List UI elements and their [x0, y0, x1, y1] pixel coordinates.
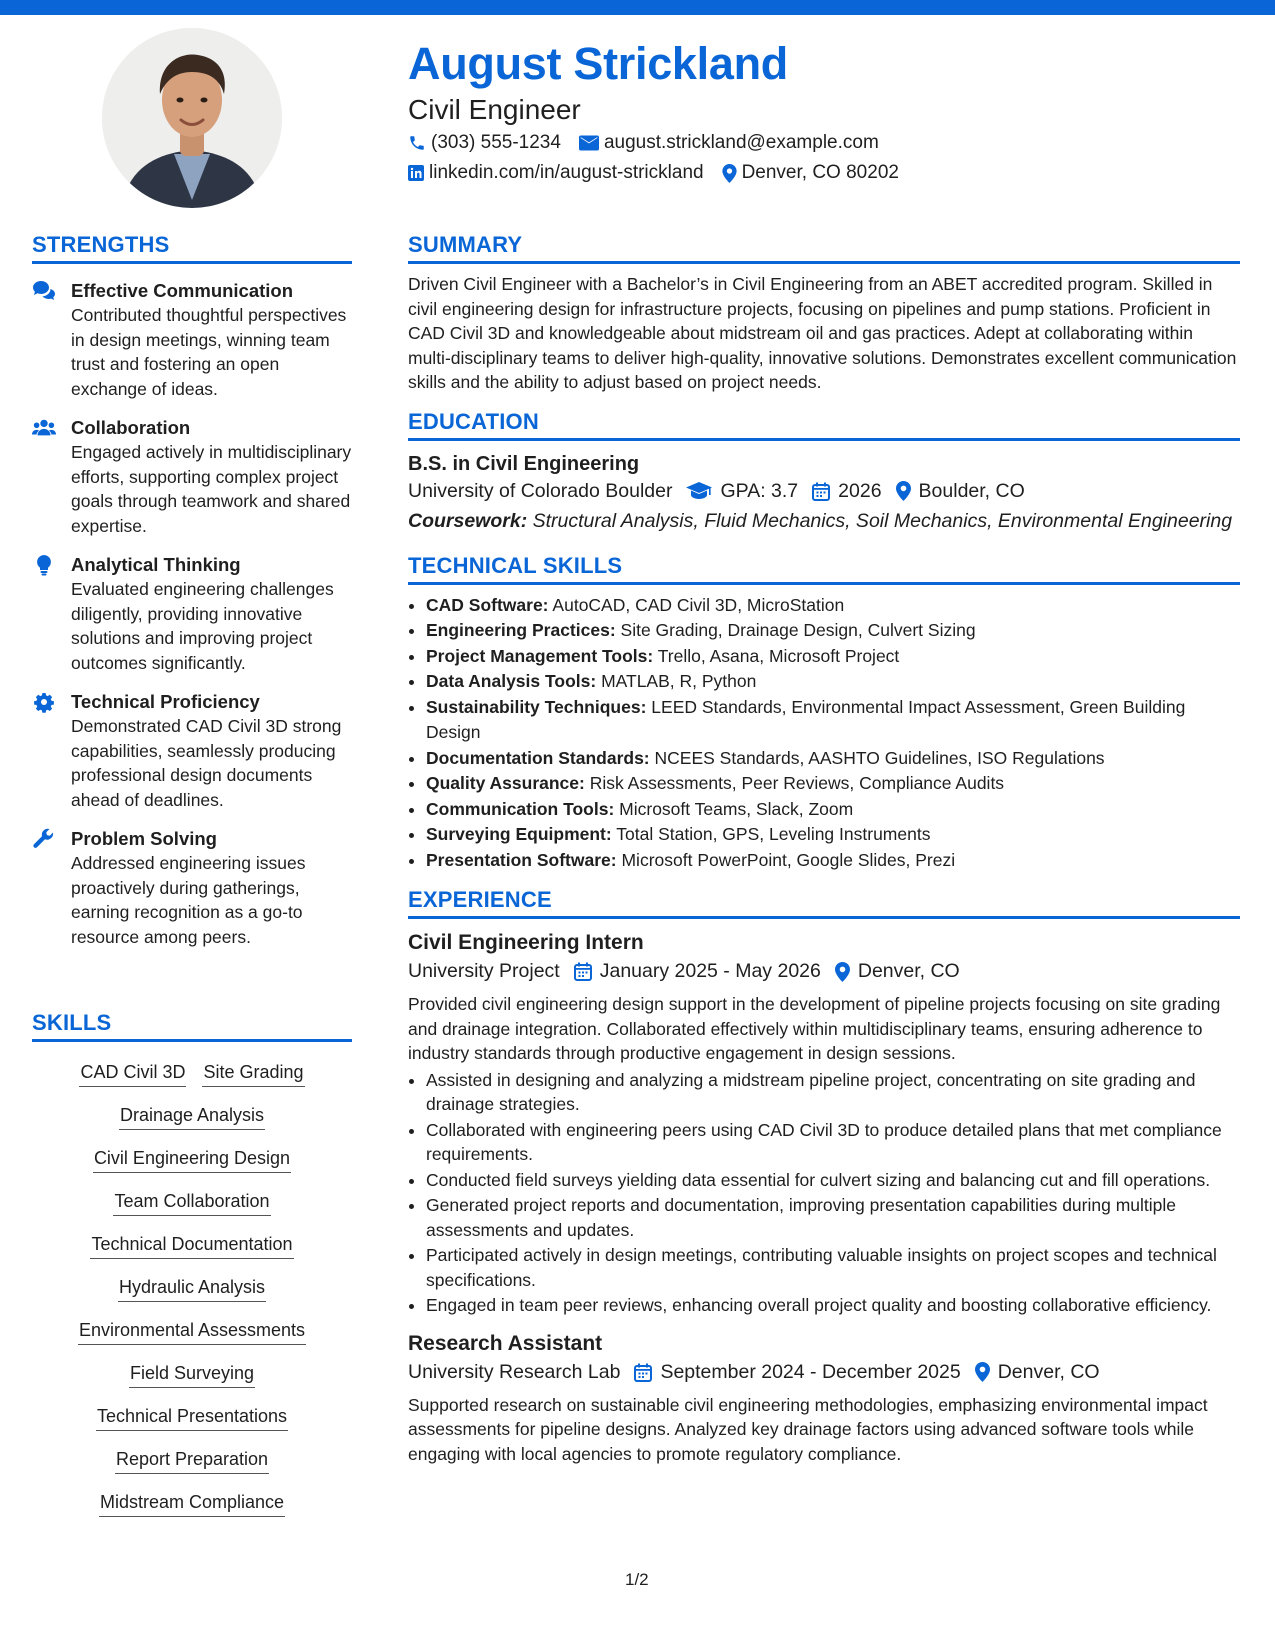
- page-number: 1/2: [625, 1570, 649, 1589]
- summary-section: [408, 232, 1240, 395]
- job-bullet: • Collaborated with engineering peers using CAD Civil 3D to produce detailed plans that met compliance requirements.: [426, 1118, 1240, 1167]
- strength-item: [32, 826, 352, 949]
- job-dates-group: [634, 1358, 960, 1387]
- education-section: [408, 409, 1240, 533]
- technical-skill-item: [426, 593, 1240, 619]
- experience-section: [408, 887, 1240, 1466]
- job-entry: [408, 1330, 1240, 1467]
- skill-value: Microsoft PowerPoint, Google Slides, Prezi: [621, 849, 956, 870]
- education-year-group: [812, 477, 881, 506]
- map-pin-icon: [835, 962, 850, 982]
- skill-value: Trello, Asana, Microsoft Project: [657, 645, 900, 666]
- job-meta: [408, 1358, 1240, 1387]
- strength-item: [32, 415, 352, 538]
- strength-desc: Contributed thoughtful perspectives in design meetings, winning team trust and fostering an open exchange of ideas.: [71, 305, 347, 399]
- education-location: Boulder, CO: [918, 479, 1025, 502]
- skill-label: Presentation Software:: [426, 849, 617, 870]
- phone-contact: [408, 132, 561, 154]
- skills-section: [32, 1010, 352, 1529]
- coursework-text: Structural Analysis, Fluid Mechanics, Soil Mechanics, Environmental Engineering: [532, 509, 1233, 532]
- graduation-cap-icon: [686, 482, 712, 500]
- job-bullet: • Engaged in team peer reviews, enhancing overall project quality and boosting collaborative efficiency.: [426, 1293, 1240, 1318]
- linkedin-icon: [408, 165, 424, 181]
- education-location-group: [896, 477, 1025, 506]
- skills-tag-list: [32, 1056, 352, 1529]
- job-location: Denver, CO: [857, 960, 960, 982]
- strength-item: [32, 552, 352, 675]
- job-bullet: • Assisted in designing and analyzing a midstream pipeline project, concentrating on site grading and drainage strategies.: [426, 1068, 1240, 1117]
- location-text: Denver, CO 80202: [741, 162, 899, 183]
- phone-icon: [408, 134, 426, 152]
- job-summary: Supported research on sustainable civil engineering methodologies, emphasizing environmental impact assessments for pipeline designs. Analyzed key drainage factors using advanced software tools while engaging with local agencies to promote regulatory compliance.: [408, 1394, 1208, 1464]
- experience-heading: EXPERIENCE: [408, 887, 1240, 919]
- skill-value: AutoCAD, CAD Civil 3D, MicroStation: [552, 594, 845, 615]
- job-org: University Research Lab: [408, 1360, 621, 1383]
- summary-heading: SUMMARY: [408, 232, 1240, 264]
- map-pin-icon: [896, 481, 911, 501]
- skill-value: Microsoft Teams, Slack, Zoom: [619, 798, 854, 819]
- location-contact: [722, 162, 899, 184]
- calendar-icon: [634, 1363, 652, 1382]
- gear-icon: [32, 691, 56, 713]
- top-accent-bar: [0, 0, 1275, 15]
- envelope-icon: [579, 135, 599, 151]
- skill-tag: Midstream Compliance: [99, 1491, 285, 1517]
- job-location-group: [975, 1358, 1100, 1387]
- candidate-title: Civil Engineer: [408, 94, 581, 125]
- strength-title: Technical Proficiency: [71, 691, 260, 712]
- technical-skill-item: [426, 695, 1240, 746]
- skill-label: CAD Software:: [426, 594, 549, 615]
- skill-tag: Hydraulic Analysis: [118, 1276, 266, 1302]
- job-location: Denver, CO: [997, 1360, 1100, 1383]
- phone-text: (303) 555-1234: [431, 132, 561, 153]
- skill-tag: Field Surveying: [129, 1362, 255, 1388]
- email-contact[interactable]: [579, 132, 879, 154]
- lightbulb-icon: [32, 554, 56, 576]
- strength-desc: Addressed engineering issues proactively during gatherings, earning recognition as a go-to resource among peers.: [71, 853, 306, 947]
- profile-photo: [102, 28, 282, 208]
- email-text[interactable]: august.strickland@example.com: [603, 132, 879, 153]
- skill-value: LEED Standards, Environmental Impact Assessment, Green Building Design: [426, 696, 1186, 742]
- job-meta: [408, 957, 1240, 986]
- strengths-section: [32, 232, 352, 949]
- skill-tag: Technical Presentations: [96, 1405, 288, 1431]
- wrench-icon: [32, 828, 56, 850]
- job-title: Civil Engineering Intern: [408, 931, 644, 954]
- education-year: 2026: [838, 479, 882, 502]
- technical-skills-heading: TECHNICAL SKILLS: [408, 553, 1240, 585]
- coursework-label: Coursework:: [408, 509, 528, 532]
- job-bullet: • Conducted field surveys yielding data essential for culvert sizing and balancing cut and fill operations.: [426, 1168, 1240, 1193]
- technical-skill-item: [426, 771, 1240, 797]
- strength-item: [32, 278, 352, 401]
- technical-skill-item: [426, 669, 1240, 695]
- skill-tag: CAD Civil 3D: [79, 1061, 186, 1087]
- strength-item: [32, 689, 352, 812]
- job-bullet: • Participated actively in design meetings, contributing valuable insights on project scopes and technical specifications.: [426, 1243, 1240, 1292]
- technical-skill-item: [426, 848, 1240, 874]
- candidate-name: August Strickland: [408, 38, 788, 89]
- skill-value: Site Grading, Drainage Design, Culvert Sizing: [620, 620, 976, 640]
- calendar-icon: [574, 962, 592, 981]
- technical-skill-item: [426, 746, 1240, 772]
- education-heading: EDUCATION: [408, 409, 1240, 441]
- linkedin-contact[interactable]: [408, 162, 704, 184]
- skill-label: Documentation Standards:: [426, 747, 650, 768]
- strength-desc: Evaluated engineering challenges diligently, providing innovative solutions and improving project outcomes significantly.: [71, 579, 334, 673]
- strength-desc: Engaged actively in multidisciplinary efforts, supporting complex project goals through teamwork and shared expertise.: [71, 442, 352, 536]
- education-school: University of Colorado Boulder: [408, 479, 673, 502]
- skill-value: Total Station, GPS, Leveling Instruments: [616, 824, 931, 844]
- skill-label: Data Analysis Tools:: [426, 671, 597, 691]
- skill-value: Risk Assessments, Peer Reviews, Compliance Audits: [589, 773, 1005, 793]
- job-entry: [408, 929, 1240, 1318]
- skill-label: Sustainability Techniques:: [426, 696, 647, 717]
- contact-row-2: [408, 162, 917, 184]
- skill-value: MATLAB, R, Python: [601, 671, 757, 691]
- job-location-group: [835, 957, 960, 986]
- skill-tag: Site Grading: [202, 1061, 304, 1087]
- summary-text: Driven Civil Engineer with a Bachelor’s in Civil Engineering from an ABET accredited program. Skilled in civil engineering design for infrastructure projects, focusing on pipelines and pump stations. Proficient in CAD Civil 3D and knowledgeable about midstream oil and gas practices. Adept at collaborating within multi-disciplinary teams to deliver high-quality, innovative solutions. Demonstrates excellent communication skills and the ability to adjust based on project needs.: [408, 274, 1237, 392]
- strength-title: Collaboration: [71, 417, 191, 438]
- skill-tag: Drainage Analysis: [119, 1104, 265, 1130]
- strength-title: Problem Solving: [71, 828, 217, 849]
- skills-heading: SKILLS: [32, 1010, 352, 1042]
- linkedin-text[interactable]: linkedin.com/in/august-strickland: [429, 162, 704, 183]
- education-coursework: [408, 509, 1240, 533]
- strength-title: Analytical Thinking: [71, 554, 241, 575]
- strength-title: Effective Communication: [71, 280, 294, 301]
- skill-label: Project Management Tools:: [426, 645, 654, 666]
- skill-label: Quality Assurance:: [426, 773, 585, 793]
- skill-label: Communication Tools:: [426, 798, 615, 819]
- job-dates-group: [574, 957, 821, 986]
- job-org: University Project: [408, 960, 560, 982]
- job-dates: January 2025 - May 2026: [599, 960, 821, 982]
- technical-skills-section: [408, 553, 1240, 874]
- job-bullet: • Generated project reports and documentation, improving presentation capabilities during multiple assessments and updates.: [426, 1193, 1240, 1242]
- technical-skill-item: [426, 644, 1240, 670]
- skill-tag: Technical Documentation: [90, 1233, 293, 1259]
- job-bullets: [408, 1068, 1240, 1318]
- contact-row-1: [408, 132, 897, 154]
- skill-label: Surveying Equipment:: [426, 824, 612, 844]
- education-gpa-group: [686, 477, 798, 506]
- education-degree: B.S. in Civil Engineering: [408, 452, 640, 475]
- skill-value: NCEES Standards, AASHTO Guidelines, ISO Regulations: [654, 747, 1105, 768]
- map-pin-icon: [722, 164, 737, 183]
- skill-tag: Environmental Assessments: [78, 1319, 306, 1345]
- technical-skill-item: [426, 618, 1240, 644]
- job-dates: September 2024 - December 2025: [660, 1360, 961, 1383]
- map-pin-icon: [975, 1362, 990, 1382]
- skill-tag: Report Preparation: [115, 1448, 269, 1474]
- technical-skills-list: [408, 593, 1240, 874]
- main-column: [408, 232, 1240, 1466]
- calendar-icon: [812, 482, 830, 501]
- skill-tag: Civil Engineering Design: [93, 1147, 291, 1173]
- skill-label: Engineering Practices:: [426, 620, 616, 640]
- strengths-heading: STRENGTHS: [32, 232, 352, 264]
- job-title: Research Assistant: [408, 1331, 603, 1355]
- education-meta: [408, 477, 1240, 506]
- profile-photo-illustration: [102, 28, 282, 208]
- technical-skill-item: [426, 822, 1240, 848]
- strength-desc: Demonstrated CAD Civil 3D strong capabilities, seamlessly producing professional design documents ahead of deadlines.: [71, 716, 342, 810]
- users-icon: [32, 417, 56, 439]
- comments-icon: [32, 280, 56, 302]
- education-gpa: GPA: 3.7: [720, 479, 799, 502]
- job-summary: Provided civil engineering design support in the development of pipeline projects focusing on site grading and drainage integration. Collaborated effectively within multidisciplinary teams, ensuring adherence to industry standards through productive engagement in design sessions.: [408, 994, 1221, 1063]
- skill-tag: Team Collaboration: [113, 1190, 270, 1216]
- technical-skill-item: [426, 797, 1240, 823]
